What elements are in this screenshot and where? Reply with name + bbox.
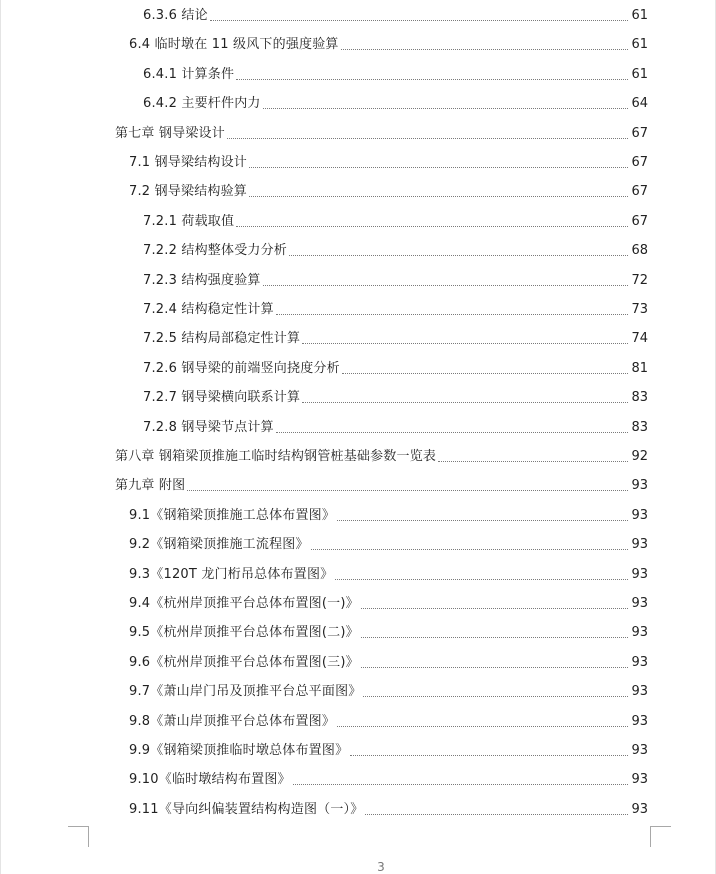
toc-entry-page-number: 61 <box>631 37 648 53</box>
toc-entry[interactable] <box>129 708 648 730</box>
toc-entry-page-number: 72 <box>631 272 648 288</box>
toc-entry-title: 9.10《临时墩结构布置图》 <box>129 772 291 788</box>
toc-entry[interactable] <box>129 531 648 553</box>
toc-entry-page-number: 83 <box>631 390 648 406</box>
toc-entry[interactable] <box>143 90 648 112</box>
toc-entry-title: 7.2.4 结构稳定性计算 <box>143 302 274 317</box>
toc-entry-page-number: 92 <box>631 449 648 464</box>
toc-dot-leader <box>227 137 629 139</box>
toc-entry-title: 7.2 钢导梁结构验算 <box>129 184 248 200</box>
toc-entry[interactable] <box>129 561 648 583</box>
toc-entry-title: 9.1《钢箱梁顶推施工总体布置图》 <box>129 507 336 523</box>
toc-dot-leader <box>361 607 629 609</box>
toc-entry-page-number: 93 <box>631 625 648 641</box>
page-number: 3 <box>377 860 385 874</box>
toc-entry[interactable] <box>129 766 648 788</box>
toc-entry-title: 9.9《钢箱梁顶推临时墩总体布置图》 <box>129 743 349 758</box>
toc-entry[interactable] <box>129 178 648 200</box>
toc-entry[interactable] <box>143 2 648 24</box>
toc-entry-title: 9.8《萧山岸顶推平台总体布置图》 <box>129 713 336 729</box>
toc-entry-page-number: 93 <box>631 743 648 758</box>
toc-entry[interactable] <box>129 737 648 759</box>
toc-entry-page-number: 73 <box>631 302 648 317</box>
toc-dot-leader <box>293 783 629 785</box>
toc-entry-title: 9.6《杭州岸顶推平台总体布置图(三)》 <box>129 654 359 670</box>
toc-entry-title: 7.2.6 钢导梁的前端竖向挠度分析 <box>143 360 340 376</box>
toc-entry-title: 9.5《杭州岸顶推平台总体布置图(二)》 <box>129 625 359 641</box>
toc-dot-leader <box>342 372 629 374</box>
toc-entry[interactable] <box>129 590 648 612</box>
toc-entry[interactable] <box>115 472 648 494</box>
toc-entry[interactable] <box>129 796 648 818</box>
toc-entry-page-number: 93 <box>631 654 648 670</box>
toc-entry[interactable] <box>143 384 648 406</box>
toc-entry-title: 9.11《导向纠偏装置结构构造图（一）》 <box>129 801 364 817</box>
toc-entry[interactable] <box>143 325 648 347</box>
toc-entry-page-number: 67 <box>631 125 648 141</box>
toc-entry-title: 6.3.6 结论 <box>143 8 208 23</box>
toc-dot-leader <box>236 78 628 80</box>
toc-entry-title: 第八章 钢箱梁顶推施工临时结构钢管桩基础参数一览表 <box>115 449 437 464</box>
toc-entry-page-number: 93 <box>631 478 648 494</box>
toc-entry-page-number: 67 <box>631 184 648 200</box>
toc-entry-page-number: 93 <box>631 507 648 523</box>
toc-entry[interactable] <box>143 296 648 318</box>
toc-entry-title: 9.4《杭州岸顶推平台总体布置图(一)》 <box>129 596 359 611</box>
toc-entry-title: 7.2.3 结构强度验算 <box>143 272 261 288</box>
toc-entry-page-number: 64 <box>631 96 648 112</box>
toc-dot-leader <box>341 48 629 50</box>
toc-entry-title: 9.7《萧山岸门吊及顶推平台总平面图》 <box>129 684 362 700</box>
toc-entry-title: 7.2.8 钢导梁节点计算 <box>143 419 274 435</box>
toc-entry[interactable] <box>143 414 648 436</box>
toc-entry[interactable] <box>115 443 648 465</box>
toc-dot-leader <box>311 548 629 550</box>
toc-dot-leader <box>249 195 628 197</box>
toc-entry-title: 6.4.1 计算条件 <box>143 66 235 82</box>
toc-entry[interactable] <box>143 208 648 230</box>
toc-entry-title: 9.2《钢箱梁顶推施工流程图》 <box>129 537 309 553</box>
toc-entry-page-number: 61 <box>631 8 648 23</box>
toc-dot-leader <box>249 166 628 168</box>
toc-dot-leader <box>438 460 628 462</box>
toc-entry-title: 7.2.5 结构局部稳定性计算 <box>143 331 301 347</box>
toc-entry-page-number: 93 <box>631 772 648 788</box>
toc-entry[interactable] <box>129 502 648 524</box>
toc-entry[interactable] <box>129 149 648 171</box>
toc-entry-page-number: 93 <box>631 566 648 582</box>
toc-entry-page-number: 67 <box>631 155 648 170</box>
toc-dot-leader <box>350 754 628 756</box>
toc-dot-leader <box>276 313 629 315</box>
toc-dot-leader <box>263 107 629 109</box>
toc-entry-title: 7.2.7 钢导梁横向联系计算 <box>143 390 301 406</box>
toc-entry-page-number: 93 <box>631 713 648 729</box>
page-left-edge <box>0 0 1 874</box>
toc-entry-title: 9.3《120T 龙门桁吊总体布置图》 <box>129 566 334 582</box>
toc-dot-leader <box>210 19 629 21</box>
toc-entry[interactable] <box>129 31 648 53</box>
toc-entry-title: 第七章 钢导梁设计 <box>115 125 225 141</box>
toc-entry-page-number: 74 <box>631 331 648 347</box>
toc-entry[interactable] <box>115 120 648 142</box>
toc-entry-page-number: 83 <box>631 419 648 435</box>
toc-entry-page-number: 61 <box>631 66 648 82</box>
toc-entry-page-number: 68 <box>631 243 648 259</box>
margin-corner-mark-right <box>650 826 671 847</box>
toc-entry-title: 7.2.2 结构整体受力分析 <box>143 243 288 259</box>
toc-dot-leader <box>337 519 628 521</box>
toc-dot-leader <box>236 225 628 227</box>
toc-dot-leader <box>365 813 628 815</box>
toc-entry-page-number: 93 <box>631 537 648 553</box>
toc-entry[interactable] <box>129 619 648 641</box>
toc-entry[interactable] <box>143 355 648 377</box>
toc-entry[interactable] <box>129 649 648 671</box>
toc-dot-leader <box>187 489 628 491</box>
toc-entry-title: 7.1 钢导梁结构设计 <box>129 155 248 170</box>
toc-entry-page-number: 81 <box>631 360 648 376</box>
toc-entry-title: 7.2.1 荷载取值 <box>143 213 235 229</box>
toc-dot-leader <box>363 695 628 697</box>
toc-entry[interactable] <box>129 678 648 700</box>
toc-dot-leader <box>335 578 628 580</box>
toc-entry-page-number: 93 <box>631 684 648 700</box>
toc-dot-leader <box>302 401 628 403</box>
toc-entry-title: 6.4 临时墩在 11 级风下的强度验算 <box>129 37 339 53</box>
toc-entry-page-number: 67 <box>631 213 648 229</box>
toc-dot-leader <box>302 342 628 344</box>
toc-dot-leader <box>337 725 628 727</box>
toc-dot-leader <box>263 284 629 286</box>
toc-entry[interactable] <box>143 267 648 289</box>
toc-entry[interactable] <box>143 61 648 83</box>
margin-corner-mark-left <box>68 826 89 847</box>
toc-entry-title: 6.4.2 主要杆件内力 <box>143 96 261 112</box>
toc-entry-page-number: 93 <box>631 596 648 611</box>
toc-dot-leader <box>361 636 629 638</box>
toc-entry-title: 第九章 附图 <box>115 478 186 494</box>
toc-entry[interactable] <box>143 237 648 259</box>
toc-dot-leader <box>289 254 628 256</box>
toc-dot-leader <box>276 431 629 433</box>
toc-dot-leader <box>361 666 629 668</box>
toc-entry-page-number: 93 <box>631 801 648 817</box>
